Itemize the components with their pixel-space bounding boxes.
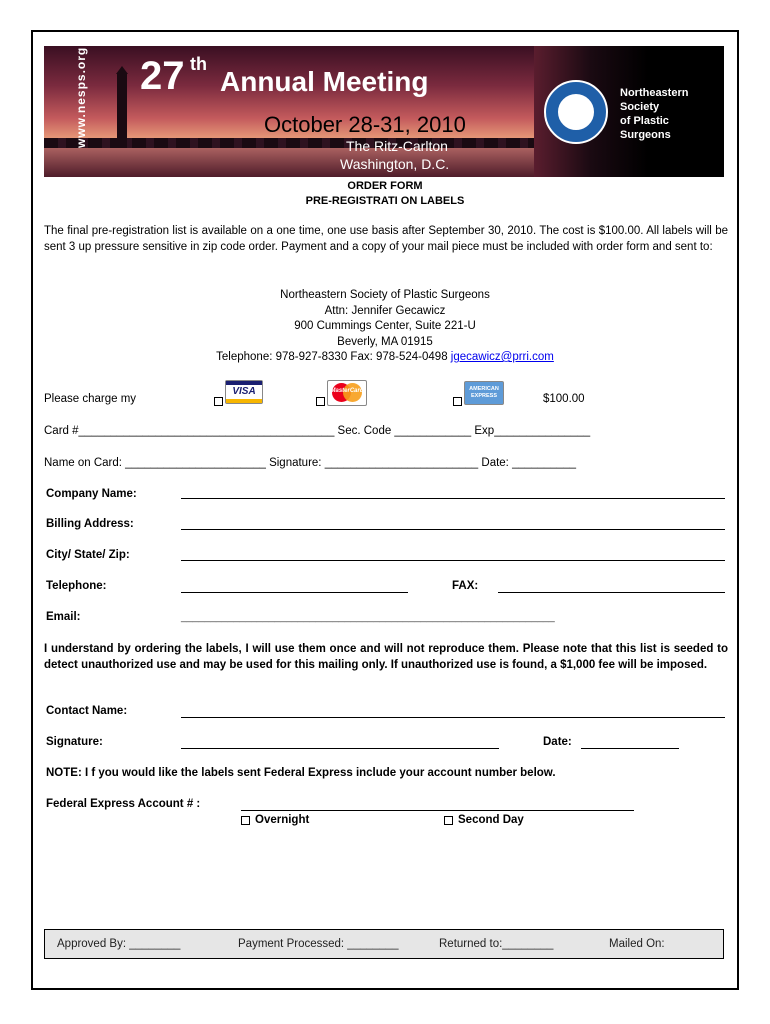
banner-ordinal: th (190, 54, 207, 74)
visa-bar-bottom (226, 399, 262, 403)
address-line4: Beverly, MA 01915 (337, 335, 433, 348)
mailing-address (31, 288, 739, 366)
visa-text: VISA (232, 386, 256, 397)
visa-checkbox[interactable] (214, 397, 223, 406)
address-line1: Northeastern Society of Plastic Surgeons (280, 289, 490, 301)
contact-name-label: Contact Name: (46, 705, 128, 717)
visa-bar-top (226, 381, 262, 385)
fedex-account-label: Federal Express Account # : (46, 798, 201, 810)
intro-paragraph: The final pre-registration list is available on a one time, one use basis after September 30, 2010. The cost is $100.00. All labels will be sent 3 up pressure sensitive in zip code order. Payment and a copy of your mail piece must be included with order form and sent to: (44, 225, 728, 253)
billing-address-label: Billing Address: (46, 518, 134, 530)
society-line4: Surgeons (620, 129, 671, 141)
form-title: ORDER FORM (347, 180, 423, 192)
banner-website: www.nesps.org (74, 46, 88, 148)
card-number-line[interactable]: Card #________________________________________ Sec. Code ____________ Exp_______________ (44, 425, 591, 437)
mastercard-logo-icon (327, 380, 367, 406)
society-name (620, 86, 688, 142)
city-state-zip-label: City/ State/ Zip: (46, 549, 130, 561)
society-line2: Society (620, 101, 660, 113)
agreement-paragraph: I understand by ordering the labels, I will use them once and will not reproduce them. Please note that this list is seeded to detect unauthorized use and may be used for this mailing only. If unauthorized use is found, a $1,000 fee will be imposed. (44, 643, 728, 671)
address-line2: Attn: Jennifer Gecawicz (324, 304, 446, 317)
society-line3: of Plastic (620, 115, 669, 127)
mailed-on[interactable]: Mailed On: (609, 938, 665, 950)
company-name-field[interactable] (181, 498, 725, 499)
amex-checkbox[interactable] (453, 397, 462, 406)
banner-number: 27 (140, 54, 185, 98)
charge-label: Please charge my (44, 393, 137, 405)
banner-venue-line2: Washington, D.C. (340, 156, 450, 172)
form-subtitle: PRE-REGISTRATI ON LABELS (305, 195, 465, 207)
date-field[interactable] (581, 748, 679, 749)
address-contact-line (31, 350, 739, 366)
society-line1: Northeastern (620, 87, 689, 99)
email-label: Email: (46, 611, 81, 623)
amex-text: AMERICAN EXPRESS (469, 386, 499, 399)
returned-to[interactable]: Returned to:________ (439, 938, 554, 950)
second-day-checkbox[interactable] (444, 816, 453, 825)
contact-name-field[interactable] (181, 717, 725, 718)
fedex-note: NOTE: I f you would like the labels sent Federal Express include your account number below. (46, 767, 556, 779)
email-field[interactable]: ________________________________________________________________ (181, 611, 555, 623)
office-use-box (44, 929, 724, 959)
amex-logo-icon (464, 381, 504, 405)
second-day-label: Second Day (458, 814, 524, 826)
overnight-label: Overnight (255, 814, 310, 826)
signature-field[interactable] (181, 748, 499, 749)
visa-logo-icon (225, 380, 263, 404)
mastercard-checkbox[interactable] (316, 397, 325, 406)
banner-dates: October 28-31, 2010 (264, 112, 466, 137)
approved-by[interactable]: Approved By: ________ (57, 938, 181, 950)
company-name-label: Company Name: (46, 488, 137, 500)
telephone-field[interactable] (181, 592, 408, 593)
fax-field[interactable] (498, 592, 725, 593)
phone-fax: Telephone: 978-927-8330 Fax: 978-524-0498 (216, 351, 451, 363)
name-on-card-line[interactable]: Name on Card: ______________________ Signature: ________________________ Date: __________ (44, 457, 577, 469)
overnight-checkbox[interactable] (241, 816, 250, 825)
telephone-label: Telephone: (46, 580, 107, 592)
fedex-account-field[interactable] (241, 810, 634, 811)
mc-text: MasterCard (330, 388, 364, 394)
billing-address-field[interactable] (181, 529, 725, 530)
city-state-zip-field[interactable] (181, 560, 725, 561)
date-label: Date: (543, 736, 572, 748)
seal-center (556, 92, 596, 132)
monument-body (117, 74, 127, 148)
meeting-banner (44, 46, 724, 177)
banner-title: Annual Meeting (220, 66, 429, 97)
fax-label: FAX: (452, 580, 479, 592)
signature-label: Signature: (46, 736, 103, 748)
address-line3: 900 Cummings Center, Suite 221-U (294, 320, 476, 332)
payment-processed[interactable]: Payment Processed: ________ (238, 938, 399, 950)
email-link[interactable]: jgecawicz@prri.com (450, 351, 554, 363)
society-seal-icon (544, 80, 608, 144)
banner-venue-line1: The Ritz-Carlton (346, 138, 448, 154)
payment-amount: $100.00 (543, 393, 585, 405)
monument-tip (116, 66, 128, 74)
